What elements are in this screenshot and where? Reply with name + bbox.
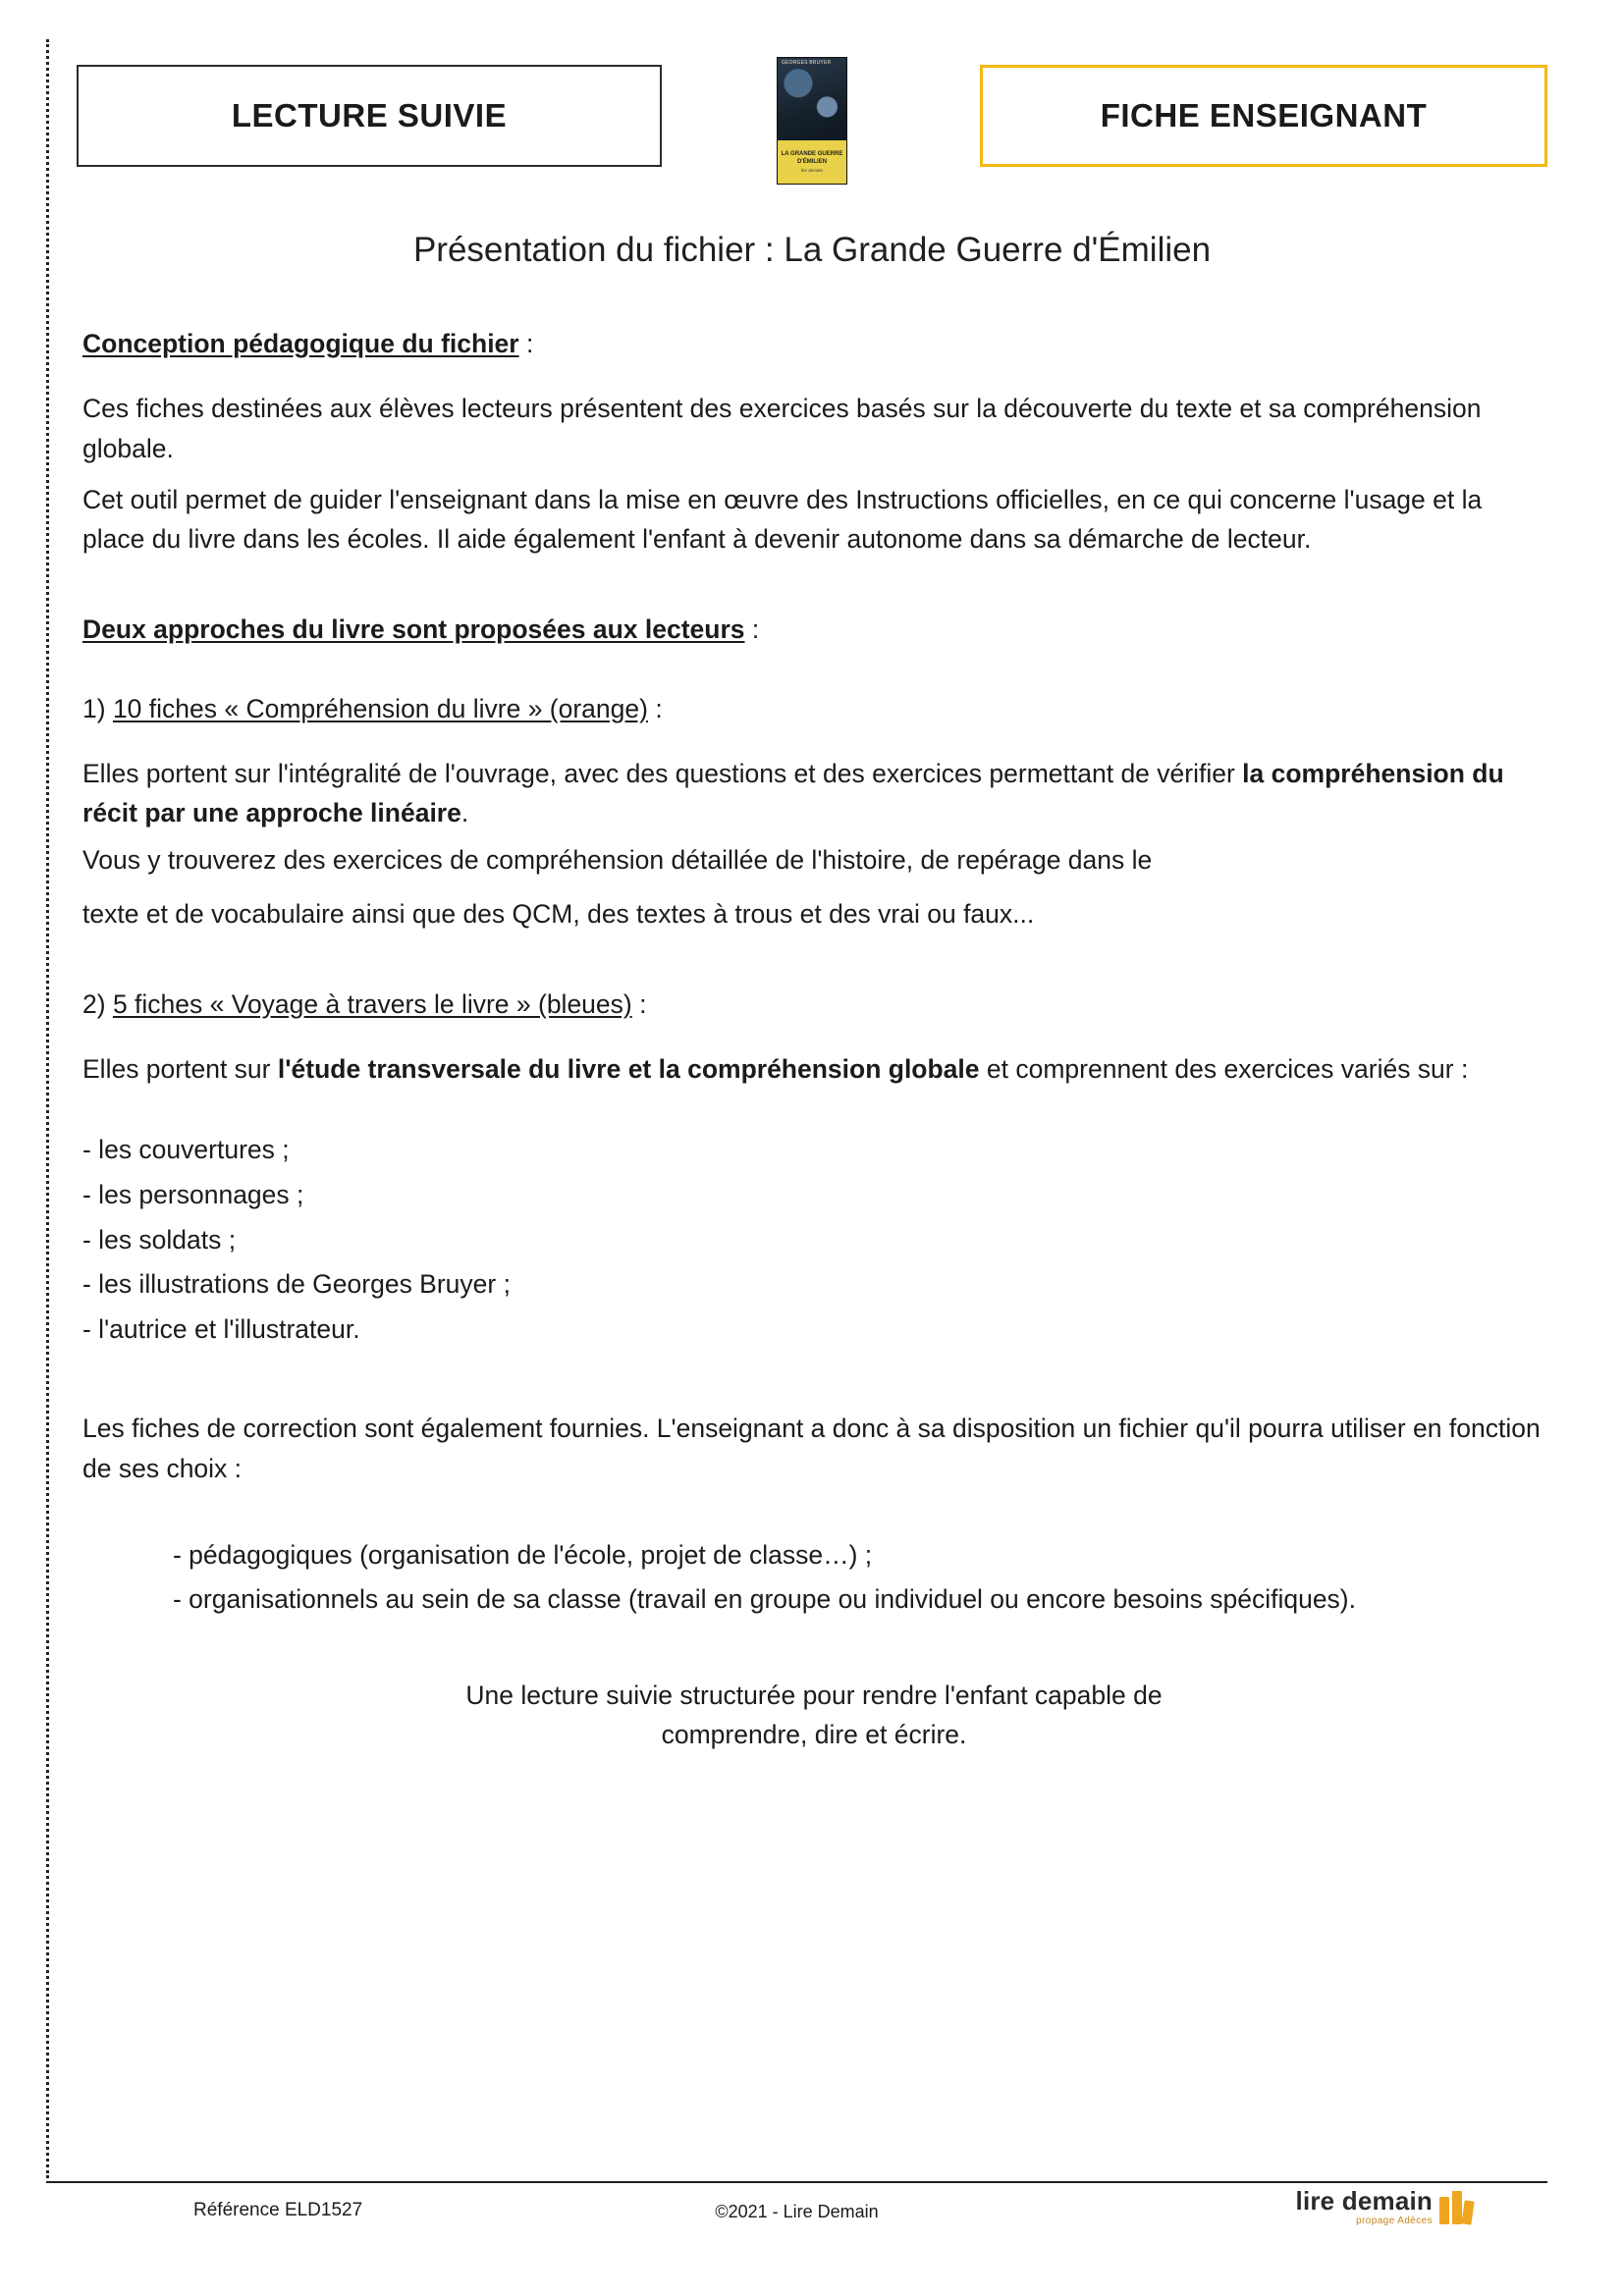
list-item: - les couvertures ; (82, 1135, 290, 1165)
approach-1-colon: : (647, 693, 663, 723)
heading-conception-colon: : (518, 329, 534, 358)
approach-2-number: 2) (82, 988, 113, 1019)
paragraph-conception-2: Cet outil permet de guider l'enseignant dans la mise en œuvre des Instructions officielles, en ce qui concerne l'usage et la place du livre dans les écoles. Il aide également l'enfant à devenir autonome dans sa démarche de lecteur. (82, 484, 1483, 555)
list-item: - organisationnels au sein de sa classe (travail en groupe ou individuel ou encore besoins spécifiques). (173, 1584, 1356, 1615)
approach-1-paragraph-b: Vous y trouverez des exercices de compréhension détaillée de l'histoire, de repérage dans le (82, 845, 1153, 876)
book-cover-thumbnail (777, 57, 847, 185)
publisher-logo-tagline: propage Adèces (1356, 2216, 1433, 2226)
approach-1-title: 10 fiches « Compréhension du livre » (orange) (112, 693, 648, 723)
document-header (77, 57, 1547, 194)
heading-deux-approches-text: Deux approches du livre sont proposées aux lecteurs (82, 614, 745, 645)
approach-2-paragraph (82, 1049, 1545, 1089)
list-item: - pédagogiques (organisation de l'école, projet de classe…) ; (173, 1539, 873, 1570)
paragraph-correction: Les fiches de correction sont également fournies. L'enseignant a donc à sa disposition un fichier qu'il pourra utiliser en fonction de ses choix : (82, 1414, 1541, 1483)
choices-list (82, 1533, 1545, 1623)
closing-line-1: Une lecture suivie structurée pour rendre l'enfant capable de (465, 1681, 1163, 1711)
approach-2-colon: : (631, 988, 647, 1019)
approach-2-paragraph-post: et comprennent des exercices variés sur : (979, 1054, 1469, 1085)
approach-1-paragraph-a-bold: la compréhension du récit par une approche linéaire (82, 758, 1504, 828)
approach-2-heading (82, 985, 1545, 1024)
list-item: - les soldats ; (82, 1224, 237, 1255)
paragraph-conception-1: Ces fiches destinées aux élèves lecteurs présentent des exercices basés sur la découverte du texte et sa compréhension globale. (82, 394, 1482, 463)
badge-fiche-enseignant (980, 65, 1547, 167)
approach-1-paragraph-a-post: . (460, 798, 469, 828)
footer-copyright: ©2021 - Lire Demain (715, 2202, 879, 2221)
exercise-bullet-list (82, 1128, 1545, 1352)
list-item: - les personnages ; (82, 1180, 304, 1210)
approach-1-paragraph-a (82, 754, 1545, 833)
page-title: Présentation du fichier : La Grande Guerre d'Émilien (412, 231, 1212, 269)
badge-fiche-enseignant-label: FICHE ENSEIGNANT (1100, 97, 1428, 133)
approach-1-heading (82, 689, 1545, 728)
publisher-logo (1296, 2188, 1473, 2226)
approach-2-paragraph-pre: Elles portent sur (82, 1054, 278, 1085)
footer-divider (46, 2181, 1547, 2183)
book-cover-publisher: GEORGES BRUYER (782, 60, 832, 66)
heading-deux-approches (82, 610, 1545, 649)
closing-line-2: comprendre, dire et écrire. (661, 1720, 967, 1750)
book-cover-illustration (778, 58, 846, 143)
document-footer (46, 2188, 1547, 2239)
closing-statement (82, 1676, 1545, 1755)
book-cover-subtitle: lire demain (800, 168, 823, 173)
badge-lecture-suivie (77, 65, 662, 167)
book-pages-icon (1439, 2191, 1473, 2224)
book-cover-banner (778, 140, 846, 184)
document-body (82, 324, 1545, 1755)
list-item: - l'autrice et l'illustrateur. (82, 1313, 360, 1344)
heading-conception-text: Conception pédagogique du fichier (82, 329, 519, 358)
approach-1-paragraph-c: texte et de vocabulaire ainsi que des QCM, des textes à trous et des vrai ou faux... (82, 898, 1035, 929)
badge-lecture-suivie-label: LECTURE SUIVIE (231, 97, 508, 133)
list-item: - les illustrations de Georges Bruyer ; (82, 1269, 511, 1300)
footer-reference: Référence ELD1527 (193, 2200, 363, 2220)
book-cover-title: LA GRANDE GUERRE D'ÉMILIEN (781, 151, 843, 165)
heading-conception (82, 324, 1545, 363)
publisher-logo-name: lire demain (1295, 2186, 1433, 2216)
approach-2-title: 5 fiches « Voyage à travers le livre » (bleues) (112, 988, 632, 1019)
approach-1-number: 1) (82, 693, 113, 723)
heading-deux-approches-colon: : (744, 614, 760, 645)
approach-2-paragraph-bold: l'étude transversale du livre et la compréhension globale (277, 1054, 980, 1085)
left-margin-dotted-rule (46, 39, 49, 2178)
approach-1-paragraph-a-pre: Elles portent sur l'intégralité de l'ouvrage, avec des questions et des exercices permettant de vérifier (82, 758, 1243, 788)
